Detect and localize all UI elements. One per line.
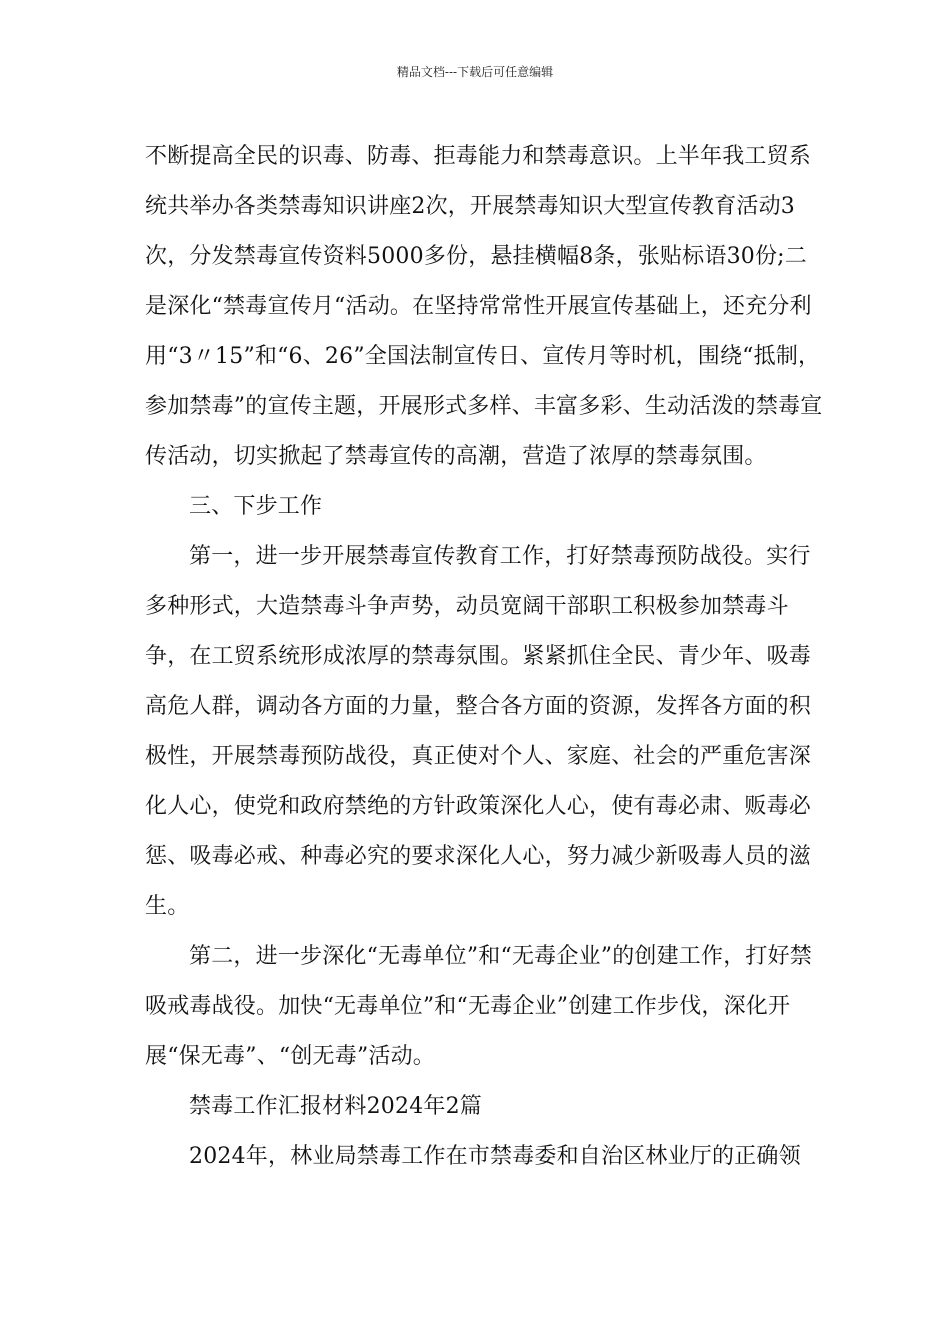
paragraph-intro: 2024年，林业局禁毒工作在市禁毒委和自治区林业厅的正确领 bbox=[189, 1144, 801, 1169]
section-heading: 三、下步工作 bbox=[189, 494, 323, 519]
document-title: 禁毒工作汇报材料2024年2篇 bbox=[189, 1094, 482, 1119]
document-body bbox=[145, 132, 825, 1182]
page-header: 精品文档---下载后可任意编辑 bbox=[396, 65, 554, 79]
paragraph-continuation: 不断提高全民的识毒、防毒、拒毒能力和禁毒意识。上半年我工贸系统共举办各类禁毒知识讲座2次，开展禁毒知识大型宣传教育活动3次，分发禁毒宣传资料5000多份，悬挂横幅8条，张贴标语30份;二是深化“禁毒宣传月“活动。在坚持常常性开展宣传基础上，还充分利用“3〃15”和“6、26”全国法制宣传日、宣传月等时机，围绕“抵制，参加禁毒”的宣传主题，开展形式多样、丰富多彩、生动活泼的禁毒宣传活动，切实掀起了禁毒宣传的高潮，营造了浓厚的禁毒氛围。 bbox=[145, 144, 823, 469]
paragraph-second-point: 第二，进一步深化“无毒单位”和“无毒企业”的创建工作，打好禁吸戒毒战役。加快“无毒单位”和“无毒企业”创建工作步伐，深化开展“保无毒”、“创无毒”活动。 bbox=[145, 944, 812, 1069]
paragraph-first-point: 第一，进一步开展禁毒宣传教育工作，打好禁毒预防战役。实行多种形式，大造禁毒斗争声势，动员宽阔干部职工积极参加禁毒斗争，在工贸系统形成浓厚的禁毒氛围。紧紧抓住全民、青少年、吸毒高危人群，调动各方面的力量，整合各方面的资源，发挥各方面的积极性，开展禁毒预防战役，真正使对个人、家庭、社会的严重危害深化人心，使党和政府禁绝的方针政策深化人心，使有毒必肃、贩毒必惩、吸毒必戒、种毒必究的要求深化人心，努力减少新吸毒人员的滋生。 bbox=[145, 544, 812, 919]
